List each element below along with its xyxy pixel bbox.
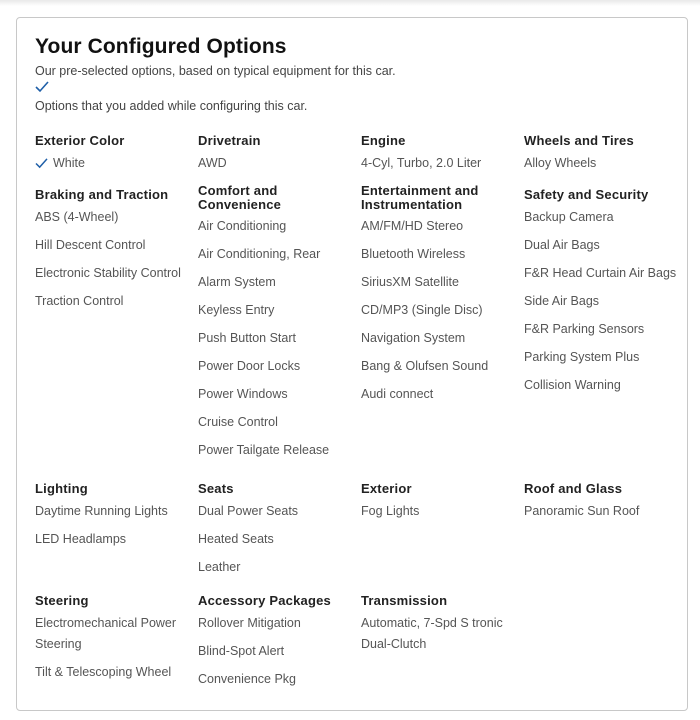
group-title: Exterior Color <box>35 133 125 148</box>
option-item: Power Windows <box>198 387 288 401</box>
option-item: Push Button Start <box>198 331 296 345</box>
option-item: Automatic, 7-Spd S tronic Dual-Clutch <box>361 616 503 651</box>
option-group-transmission <box>361 594 519 662</box>
option-item: Bluetooth Wireless <box>361 247 466 261</box>
added-options-note: Options that you added while configuring this car. <box>35 99 308 113</box>
page-title: Your Configured Options <box>35 35 287 58</box>
top-edge <box>0 0 700 6</box>
option-item: LED Headlamps <box>35 532 127 546</box>
option-list <box>198 153 356 174</box>
preselected-note: Our pre-selected options, based on typical equipment for this car. <box>35 64 396 78</box>
option-list <box>361 216 519 405</box>
option-group-accessory-packages <box>198 594 356 697</box>
option-group-drivetrain <box>198 134 356 181</box>
option-item: Dual Air Bags <box>524 238 600 252</box>
option-item: Electromechanical Power Steering <box>35 616 177 651</box>
option-group-steering <box>35 594 193 690</box>
option-group-wheels-and-tires <box>524 134 682 181</box>
group-title: Entertainment and Instrumentation <box>361 183 479 212</box>
option-item: Fog Lights <box>361 504 420 518</box>
option-item: Air Conditioning <box>198 219 287 233</box>
option-item: Dual Power Seats <box>198 504 299 518</box>
option-item: Parking System Plus <box>524 350 640 364</box>
option-list <box>361 501 519 522</box>
group-title: Transmission <box>361 593 448 608</box>
option-item: Keyless Entry <box>198 303 275 317</box>
option-group-roof-and-glass <box>524 482 682 529</box>
group-title: Drivetrain <box>198 133 261 148</box>
option-item: Rollover Mitigation <box>198 616 301 630</box>
option-item: Cruise Control <box>198 415 278 429</box>
option-list <box>361 613 519 655</box>
option-group-braking-and-traction <box>35 188 193 319</box>
option-item <box>35 153 193 174</box>
option-list <box>35 153 193 174</box>
option-list <box>524 153 682 174</box>
group-title: Roof and Glass <box>524 481 623 496</box>
group-title: Comfort and Convenience <box>198 183 282 212</box>
group-title: Lighting <box>35 481 88 496</box>
option-item: Alarm System <box>198 275 276 289</box>
option-list <box>361 153 519 174</box>
option-item: Leather <box>198 560 241 574</box>
option-item: Navigation System <box>361 331 466 345</box>
checkmark-icon <box>35 81 49 93</box>
option-item: AWD <box>198 156 227 170</box>
option-item: Power Tailgate Release <box>198 443 330 457</box>
configured-options-panel <box>16 17 688 711</box>
group-title: Wheels and Tires <box>524 133 634 148</box>
option-item: Heated Seats <box>198 532 274 546</box>
option-item: Air Conditioning, Rear <box>198 247 321 261</box>
group-title: Steering <box>35 593 89 608</box>
option-item: Traction Control <box>35 294 124 308</box>
option-item: Power Door Locks <box>198 359 301 373</box>
option-list <box>524 501 682 522</box>
option-item: Audi connect <box>361 387 434 401</box>
option-item: Hill Descent Control <box>35 238 146 252</box>
option-group-exterior-color <box>35 134 193 181</box>
option-list <box>35 501 193 550</box>
option-item: Daytime Running Lights <box>35 504 168 518</box>
checkmark-icon <box>35 158 48 169</box>
option-item: CD/MP3 (Single Disc) <box>361 303 483 317</box>
option-item: 4-Cyl, Turbo, 2.0 Liter <box>361 156 482 170</box>
option-item: Collision Warning <box>524 378 621 392</box>
option-item: Tilt & Telescoping Wheel <box>35 665 172 679</box>
option-group-seats <box>198 482 356 585</box>
option-item: F&R Parking Sensors <box>524 322 645 336</box>
option-item: Alloy Wheels <box>524 156 597 170</box>
option-item: Backup Camera <box>524 210 614 224</box>
option-item: Bang & Olufsen Sound <box>361 359 489 373</box>
option-list <box>198 613 356 690</box>
group-title: Accessory Packages <box>198 593 331 608</box>
option-group-engine <box>361 134 519 181</box>
option-group-safety-and-security <box>524 188 682 403</box>
option-group-comfort-and-convenience <box>198 184 356 468</box>
option-item: Electronic Stability Control <box>35 266 181 280</box>
option-list <box>35 613 193 683</box>
group-title: Engine <box>361 133 406 148</box>
option-item: Blind-Spot Alert <box>198 644 285 658</box>
group-title: Seats <box>198 481 234 496</box>
option-group-exterior <box>361 482 519 529</box>
option-item: Panoramic Sun Roof <box>524 504 640 518</box>
option-item: SiriusXM Satellite <box>361 275 459 289</box>
option-item: F&R Head Curtain Air Bags <box>524 266 677 280</box>
option-group-lighting <box>35 482 193 557</box>
group-title: Exterior <box>361 481 412 496</box>
group-title: Braking and Traction <box>35 187 169 202</box>
option-list <box>35 207 193 312</box>
option-item: ABS (4-Wheel) <box>35 210 119 224</box>
option-item: Side Air Bags <box>524 294 600 308</box>
option-list <box>198 501 356 578</box>
option-item: AM/FM/HD Stereo <box>361 219 464 233</box>
option-group-entertainment-and-instrumentation <box>361 184 519 412</box>
option-item: Convenience Pkg <box>198 672 296 686</box>
option-list <box>524 207 682 396</box>
option-label: White <box>53 156 85 170</box>
option-list <box>198 216 356 461</box>
group-title: Safety and Security <box>524 187 649 202</box>
